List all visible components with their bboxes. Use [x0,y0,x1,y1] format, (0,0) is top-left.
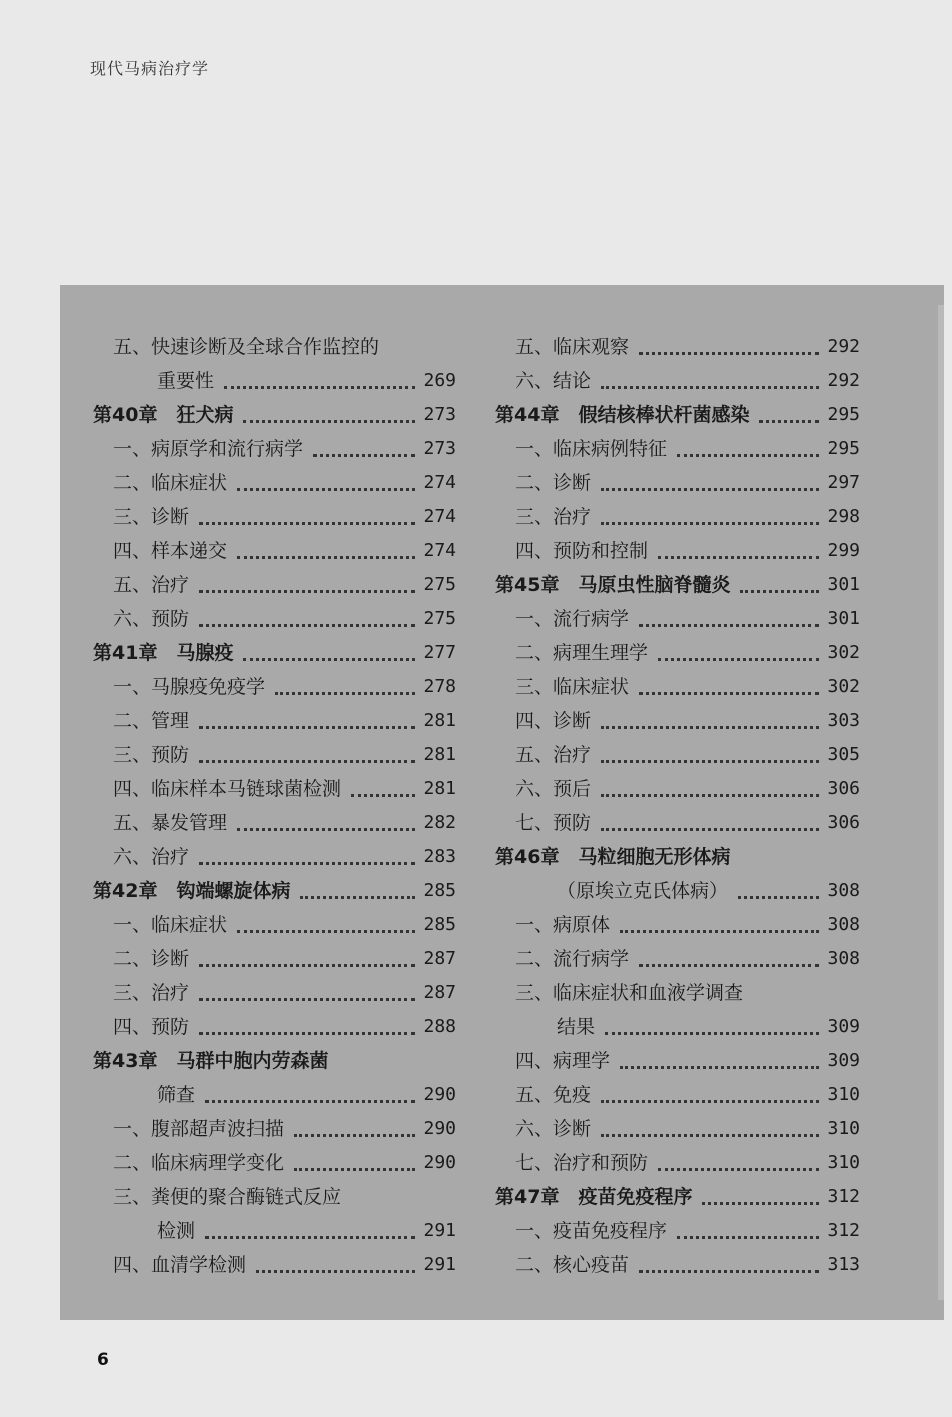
toc-entry-page: 309 [827,1016,860,1037]
toc-entry-page: 281 [423,778,456,799]
toc-entry-page: 277 [423,642,456,663]
toc-entry-page: 292 [827,370,860,391]
toc-leader-dots [199,964,415,967]
toc-leader-dots [605,1032,819,1035]
toc-leader-dots [351,794,415,797]
toc-leader-dots [658,556,819,559]
toc-leader-dots [658,1168,819,1171]
toc-leader-dots [199,590,415,593]
running-header: 现代马病治疗学 [90,59,210,78]
toc-entry-title: 二、临床症状 [113,472,228,494]
toc-entry-title: 重要性 [157,370,215,392]
toc-entry-title: 六、预防 [113,608,190,630]
toc-entry-title: 二、诊断 [515,472,592,494]
toc-entry-page: 303 [827,710,860,731]
toc-entry-title: 六、诊断 [515,1118,592,1140]
toc-leader-dots [601,386,819,389]
toc-entry [515,1046,860,1074]
toc-leader-dots [199,862,415,865]
toc-leader-dots [601,794,819,797]
toc-entry-page: 283 [423,846,456,867]
toc-entry [113,468,456,496]
toc-entry-title: 三、临床症状 [515,676,630,698]
toc-entry [515,604,860,632]
toc-entry-title: 五、治疗 [113,574,190,596]
toc-chapter-entry [93,638,456,666]
toc-entry-title: 一、临床病例特征 [515,438,668,460]
toc-entry-title: 第40章 狂犬病 [93,404,234,426]
toc-entry-page: 306 [827,778,860,799]
toc-entry [113,434,456,462]
toc-leader-dots [224,386,415,389]
toc-leader-dots [205,1236,415,1239]
toc-entry [113,502,456,530]
toc-entry-title: 二、核心疫苗 [515,1254,630,1276]
toc-entry [515,332,860,360]
toc-entry-title: 五、治疗 [515,744,592,766]
toc-entry-page: 281 [423,744,456,765]
toc-chapter-entry [495,842,860,870]
toc-entry-page: 274 [423,506,456,527]
toc-chapter-entry [495,400,860,428]
toc-chapter-entry [93,400,456,428]
toc-entry [515,944,860,972]
toc-entry [515,978,860,1006]
toc-entry-title: 第47章 疫苗免疫程序 [495,1186,693,1208]
toc-entry-page: 298 [827,506,860,527]
toc-entry [113,1148,456,1176]
toc-entry-title: 二、管理 [113,710,190,732]
toc-entry [515,1114,860,1142]
toc-entry [157,1080,456,1108]
toc-entry-page: 282 [423,812,456,833]
toc-leader-dots [702,1202,819,1205]
toc-entry [515,638,860,666]
toc-entry-page: 302 [827,676,860,697]
toc-entry [557,1012,860,1040]
toc-leader-dots [313,454,415,457]
toc-entry-title: 五、临床观察 [515,336,630,358]
toc-leader-dots [601,1134,819,1137]
toc-entry [557,876,860,904]
toc-entry-title: 筛查 [157,1084,196,1106]
toc-entry-page: 306 [827,812,860,833]
toc-entry [157,1216,456,1244]
toc-entry-title: 一、疫苗免疫程序 [515,1220,668,1242]
toc-entry-title: 五、暴发管理 [113,812,228,834]
toc-entry-page: 312 [827,1220,860,1241]
toc-entry [515,536,860,564]
toc-entry-title: 四、预防和控制 [515,540,649,562]
toc-entry-page: 308 [827,914,860,935]
toc-leader-dots [237,556,415,559]
toc-leader-dots [199,998,415,1001]
toc-entry-title: 四、临床样本马链球菌检测 [113,778,342,800]
toc-leader-dots [639,1270,819,1273]
toc-entry [113,910,456,938]
toc-entry [113,774,456,802]
toc-entry-page: 278 [423,676,456,697]
toc-entry-title: 一、腹部超声波扫描 [113,1118,285,1140]
toc-leader-dots [601,488,819,491]
toc-entry [113,536,456,564]
toc-entry-title: 三、临床症状和血液学调查 [515,982,744,1004]
toc-entry-page: 312 [827,1186,860,1207]
toc-entry [515,774,860,802]
toc-entry-page: 295 [827,404,860,425]
toc-chapter-entry [495,1182,860,1210]
toc-entry-title: 第45章 马原虫性脑脊髓炎 [495,574,731,596]
toc-entry-title: 五、免疫 [515,1084,592,1106]
toc-entry-title: 第43章 马群中胞内劳森菌 [93,1050,329,1072]
toc-entry-title: 四、诊断 [515,710,592,732]
toc-entry-title: 一、临床症状 [113,914,228,936]
toc-leader-dots [759,420,819,423]
toc-entry-page: 302 [827,642,860,663]
toc-entry-title: （原埃立克氏体病） [557,880,729,902]
toc-entry-page: 275 [423,608,456,629]
toc-entry-title: 二、诊断 [113,948,190,970]
toc-leader-dots [639,692,819,695]
toc-entry-page: 308 [827,880,860,901]
toc-entry-page: 310 [827,1084,860,1105]
toc-entry-title: 二、病理生理学 [515,642,649,664]
toc-entry [515,468,860,496]
toc-entry-page: 274 [423,472,456,493]
toc-leader-dots [639,624,819,627]
toc-entry-page: 295 [827,438,860,459]
toc-entry-title: 检测 [157,1220,196,1242]
toc-entry-title: 第41章 马腺疫 [93,642,234,664]
toc-leader-dots [300,896,415,899]
toc-entry-page: 290 [423,1084,456,1105]
toc-leader-dots [294,1134,415,1137]
toc-leader-dots [237,488,415,491]
toc-entry-title: 七、治疗和预防 [515,1152,649,1174]
toc-entry-title: 六、预后 [515,778,592,800]
toc-entry-title: 一、马腺疫免疫学 [113,676,266,698]
toc-entry [515,1250,860,1278]
toc-entry-title: 第42章 钩端螺旋体病 [93,880,291,902]
toc-entry-title: 四、样本递交 [113,540,228,562]
toc-entry [113,332,456,360]
toc-entry-title: 五、快速诊断及全球合作监控的 [113,336,380,358]
toc-entry-page: 292 [827,336,860,357]
toc-entry-title: 结果 [557,1016,596,1038]
toc-entry-page: 285 [423,914,456,935]
toc-entry-title: 三、粪便的聚合酶链式反应 [113,1186,342,1208]
toc-entry-page: 290 [423,1152,456,1173]
toc-entry-page: 310 [827,1118,860,1139]
toc-entry [113,808,456,836]
toc-entry-page: 274 [423,540,456,561]
toc-leader-dots [243,658,415,661]
toc-leader-dots [256,1270,415,1273]
toc-entry-title: 六、治疗 [113,846,190,868]
toc-leader-dots [620,1066,819,1069]
toc-entry-title: 四、病理学 [515,1050,611,1072]
toc-entry [113,944,456,972]
toc-entry [113,1250,456,1278]
toc-leader-dots [620,930,819,933]
toc-entry-title: 三、治疗 [515,506,592,528]
toc-chapter-entry [495,570,860,598]
toc-leader-dots [658,658,819,661]
toc-entry [515,706,860,734]
toc-leader-dots [601,726,819,729]
toc-leader-dots [243,420,415,423]
toc-entry-title: 七、预防 [515,812,592,834]
toc-entry-page: 291 [423,1254,456,1275]
toc-leader-dots [275,692,415,695]
toc-leader-dots [199,760,415,763]
toc-leader-dots [677,1236,819,1239]
toc-entry-page: 291 [423,1220,456,1241]
toc-entry-page: 288 [423,1016,456,1037]
toc-entry-page: 269 [423,370,456,391]
page-number: 6 [97,1350,109,1370]
toc-leader-dots [601,522,819,525]
toc-entry-page: 309 [827,1050,860,1071]
toc-entry [113,604,456,632]
toc-leader-dots [237,828,415,831]
toc-entry-page: 287 [423,982,456,1003]
toc-entry [113,1012,456,1040]
toc-leader-dots [601,828,819,831]
toc-entry-page: 301 [827,608,860,629]
toc-leader-dots [639,352,819,355]
toc-chapter-entry [93,876,456,904]
toc-entry [515,1148,860,1176]
toc-entry [515,910,860,938]
toc-entry-page: 301 [827,574,860,595]
toc-entry-title: 一、流行病学 [515,608,630,630]
toc-entry-page: 281 [423,710,456,731]
toc-leader-dots [740,590,819,593]
toc-entry [157,366,456,394]
toc-entry [515,1080,860,1108]
toc-leader-dots [677,454,819,457]
toc-leader-dots [199,726,415,729]
toc-leader-dots [199,624,415,627]
toc-entry-title: 第44章 假结核棒状杆菌感染 [495,404,750,426]
toc-entry [113,842,456,870]
toc-entry-page: 273 [423,404,456,425]
toc-entry-page: 285 [423,880,456,901]
toc-entry-title: 一、病原学和流行病学 [113,438,304,460]
toc-entry-page: 308 [827,948,860,969]
toc-entry-page: 299 [827,540,860,561]
toc-entry [113,740,456,768]
toc-leader-dots [199,1032,415,1035]
toc-leader-dots [237,930,415,933]
toc-leader-dots [601,1100,819,1103]
toc-entry-page: 297 [827,472,860,493]
toc-leader-dots [294,1168,415,1171]
toc-entry-title: 二、流行病学 [515,948,630,970]
toc-entry-title: 四、预防 [113,1016,190,1038]
toc-entry [113,1182,456,1210]
toc-entry [515,1216,860,1244]
toc-entry [515,672,860,700]
toc-entry-title: 二、临床病理学变化 [113,1152,285,1174]
toc-entry [515,502,860,530]
toc-entry [515,740,860,768]
toc-entry-page: 287 [423,948,456,969]
toc-entry-page: 305 [827,744,860,765]
toc-entry-page: 275 [423,574,456,595]
toc-leader-dots [205,1100,415,1103]
toc-entry [113,1114,456,1142]
toc-entry-title: 一、病原体 [515,914,611,936]
toc-leader-dots [738,896,819,899]
toc-entry-page: 310 [827,1152,860,1173]
toc-entry-title: 第46章 马粒细胞无形体病 [495,846,731,868]
toc-entry-page: 273 [423,438,456,459]
toc-leader-dots [639,964,819,967]
toc-entry [113,706,456,734]
toc-entry-title: 三、诊断 [113,506,190,528]
toc-chapter-entry [93,1046,456,1074]
toc-entry [515,434,860,462]
toc-entry [113,978,456,1006]
toc-entry-title: 六、结论 [515,370,592,392]
toc-entry [113,672,456,700]
toc-entry [113,570,456,598]
toc-entry-title: 三、治疗 [113,982,190,1004]
toc-entry [515,808,860,836]
toc-entry-page: 313 [827,1254,860,1275]
toc-entry [515,366,860,394]
toc-leader-dots [199,522,415,525]
toc-entry-title: 四、血清学检测 [113,1254,247,1276]
toc-entry-title: 三、预防 [113,744,190,766]
toc-entry-page: 290 [423,1118,456,1139]
toc-leader-dots [601,760,819,763]
